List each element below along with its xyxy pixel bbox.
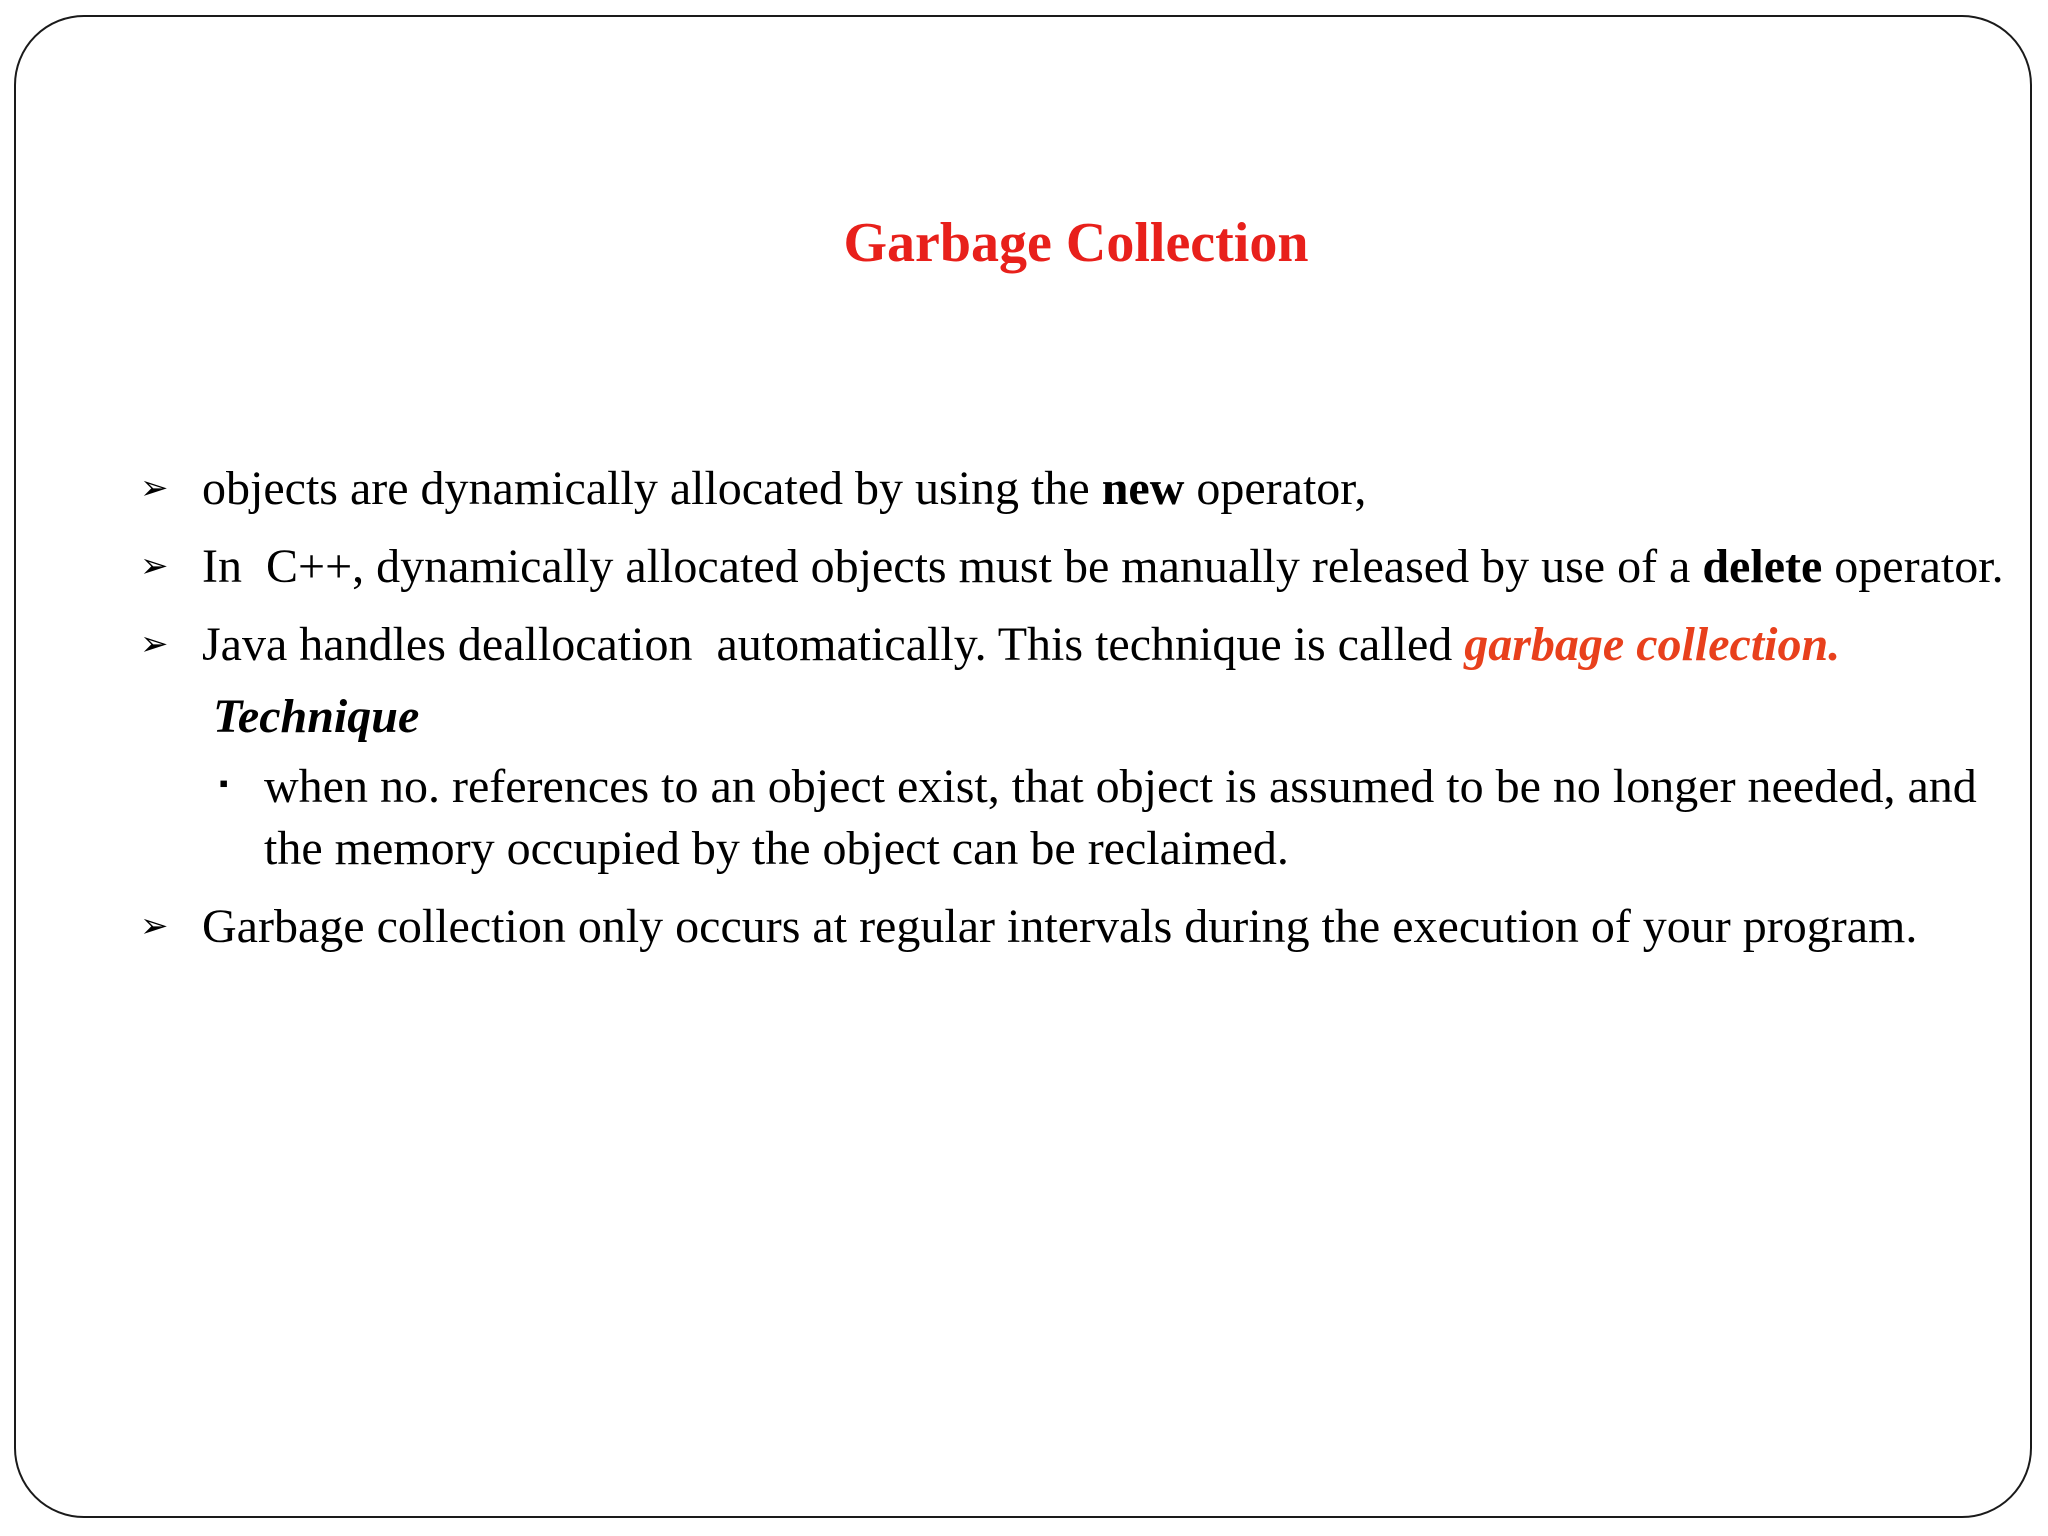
slide-content	[140, 458, 2020, 958]
technique-text: when no. references to an object exist, that object is assumed to be no longer needed, and the memory occupied by the object can be reclaimed.	[264, 760, 1977, 875]
bullet-text: Garbage collection only occurs at regular intervals during the execution of your program.	[202, 900, 1918, 953]
bullet-item	[140, 536, 2020, 598]
bullet-item	[140, 458, 2020, 520]
bullet-item	[140, 614, 2020, 676]
bullet-text: operator.	[1822, 540, 2004, 593]
arrow-bullet-icon: ➢	[140, 626, 169, 663]
bullet-text: objects are dynamically allocated by using the	[202, 462, 1102, 515]
bullet-text: operator,	[1184, 462, 1367, 515]
bullet-text: Java handles deallocation automatically. This technique is called	[202, 618, 1465, 671]
keyword-delete: delete	[1702, 540, 1823, 593]
arrow-bullet-icon: ➢	[140, 548, 169, 585]
keyword-new: new	[1101, 462, 1185, 515]
slide-title: Garbage Collection	[843, 212, 1309, 274]
arrow-bullet-icon: ➢	[140, 470, 169, 507]
technique-item	[140, 756, 2020, 880]
bullet-text: In C++, dynamically allocated objects must be manually released by use of a	[202, 540, 1703, 593]
square-bullet-icon: ▪	[219, 769, 229, 798]
bullet-item	[140, 896, 2020, 958]
technique-heading: Technique	[213, 690, 420, 743]
garbage-collection-highlight: garbage collection.	[1464, 618, 1841, 671]
arrow-bullet-icon: ➢	[140, 908, 169, 945]
